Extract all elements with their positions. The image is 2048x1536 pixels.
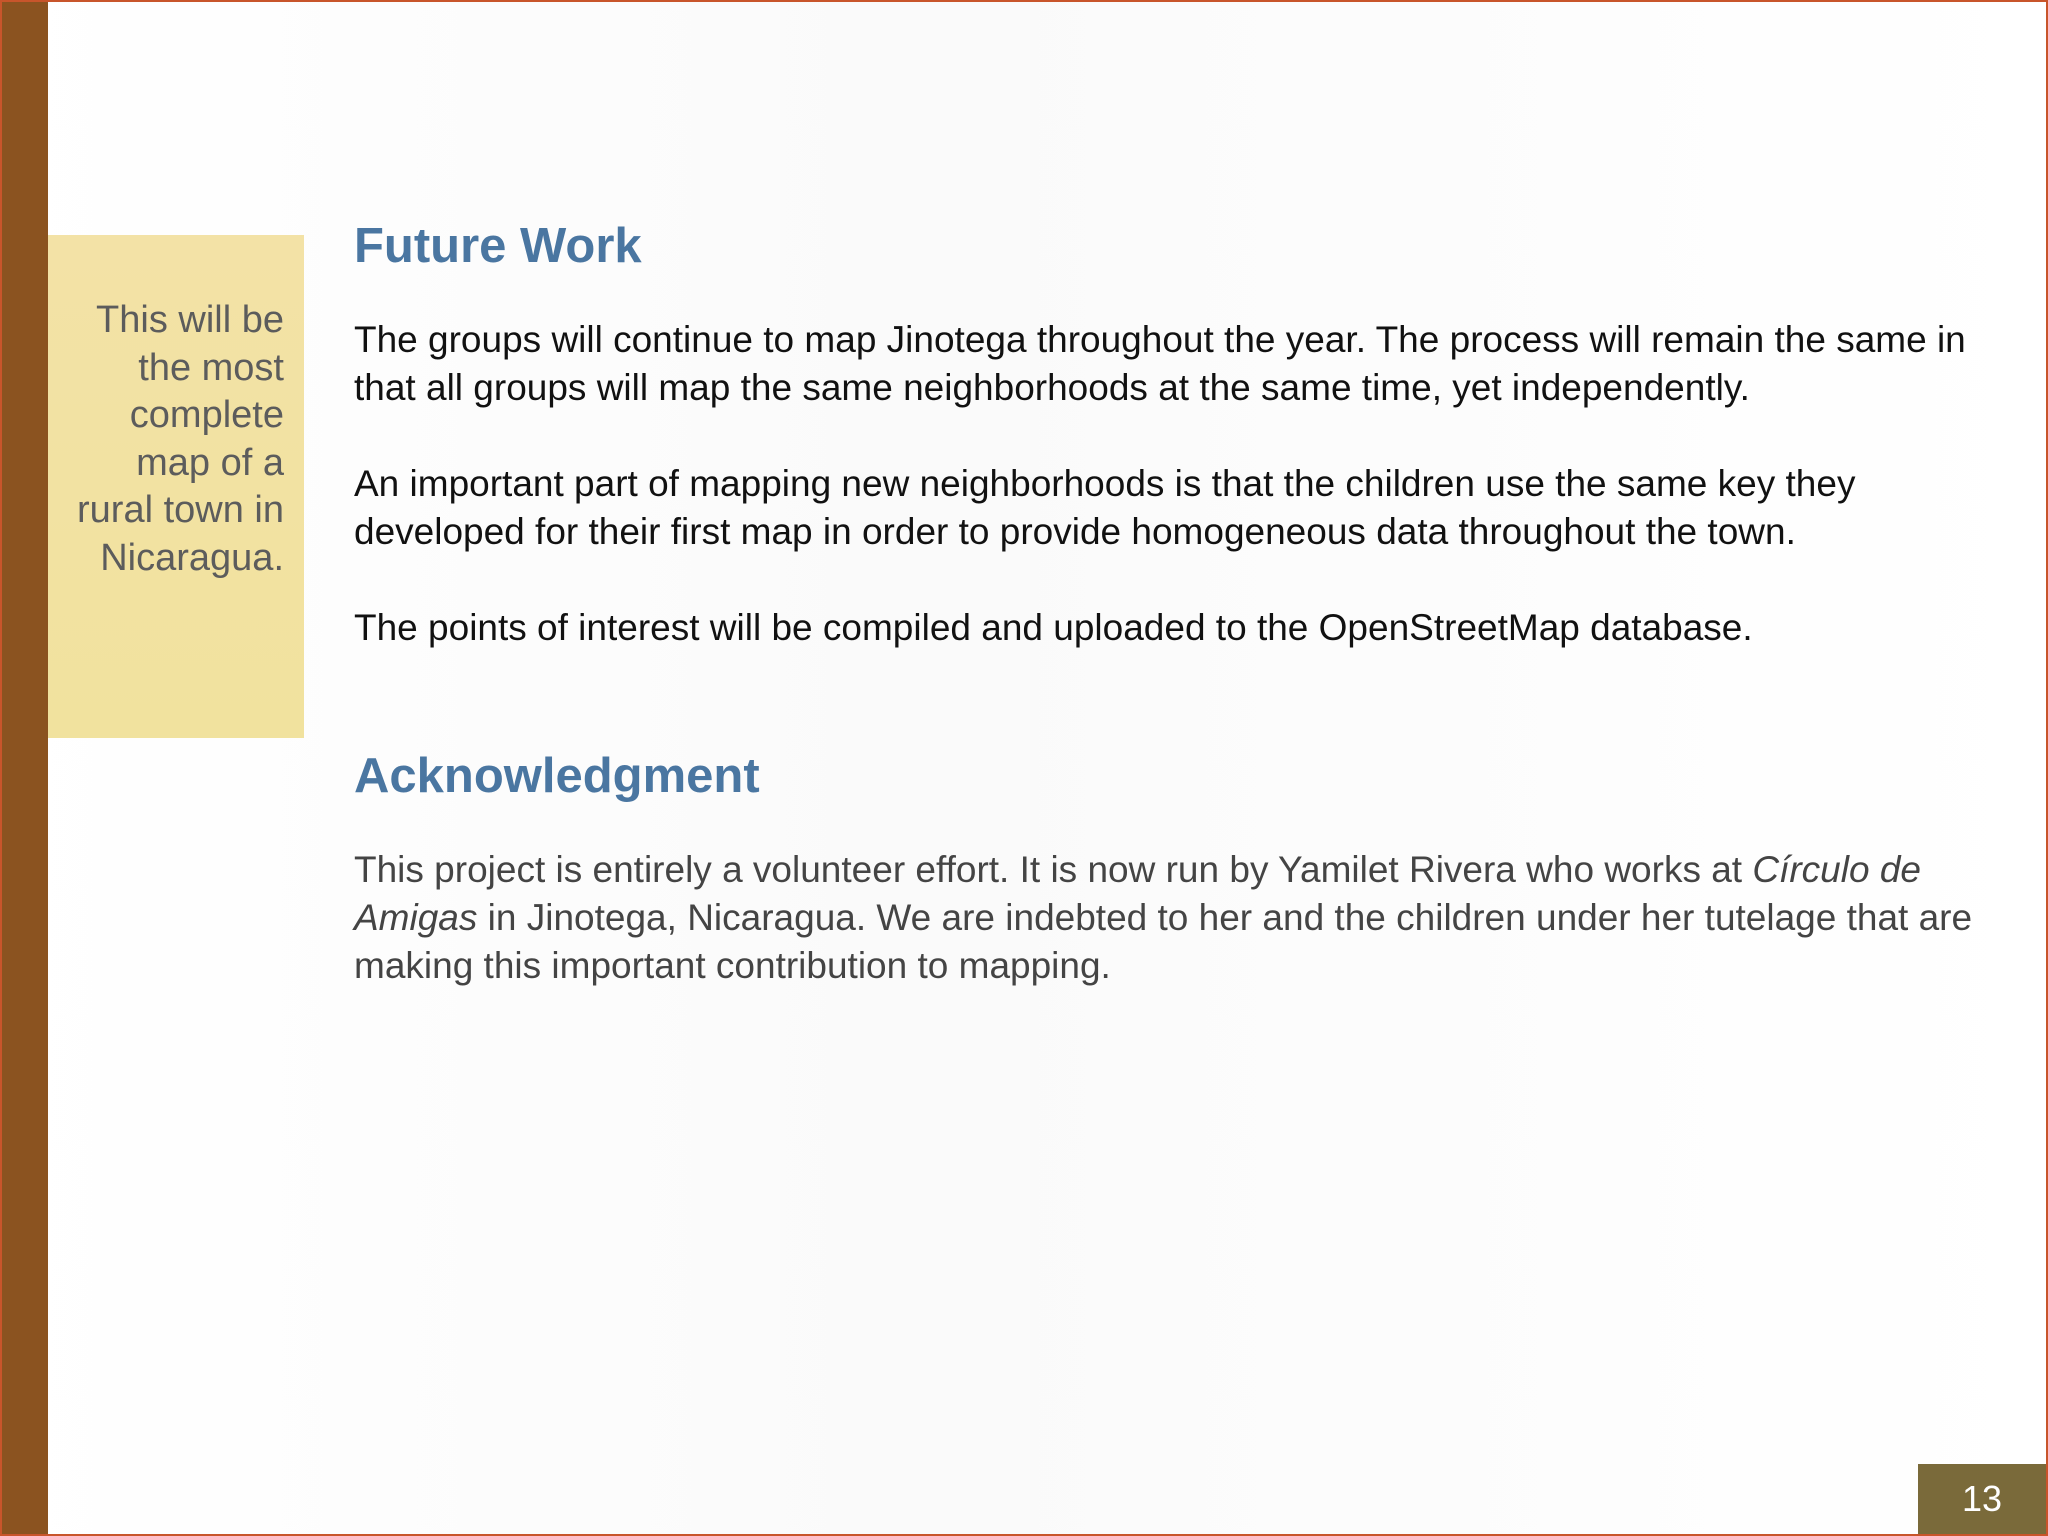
sidebar-callout-text: This will be the most complete map of a rural town in Nicaragua. bbox=[77, 299, 284, 579]
future-work-heading: Future Work bbox=[354, 219, 642, 273]
acknowledgment-text-end: in Jinotega, Nicaragua. We are indebted to her and the children under her tutelage that are making this important contribution to mapping. bbox=[354, 897, 1973, 986]
sidebar-callout bbox=[48, 235, 304, 738]
organization-name: Círculo de Amigas bbox=[354, 849, 1921, 938]
future-work-paragraph-2: An important part of mapping new neighborhoods is that the children use the same key they developed for their first map in order to provide homogeneous data throughout the town. bbox=[354, 463, 1856, 552]
main-content bbox=[354, 216, 1974, 990]
acknowledgment-heading: Acknowledgment bbox=[354, 749, 760, 803]
future-work-paragraph-1: The groups will continue to map Jinotega throughout the year. The process will remain the same in that all groups will map the same neighborhoods at the same time, yet independently. bbox=[354, 319, 1966, 408]
future-work-paragraph-3: The points of interest will be compiled and uploaded to the OpenStreetMap database. bbox=[354, 607, 1753, 648]
left-accent-bar bbox=[2, 2, 48, 1534]
page-number: 13 bbox=[1918, 1464, 2046, 1534]
acknowledgment-paragraph bbox=[354, 846, 1974, 990]
acknowledgment-text-start: This project is entirely a volunteer effort. It is now run by Yamilet Rivera who works at bbox=[354, 849, 1753, 890]
